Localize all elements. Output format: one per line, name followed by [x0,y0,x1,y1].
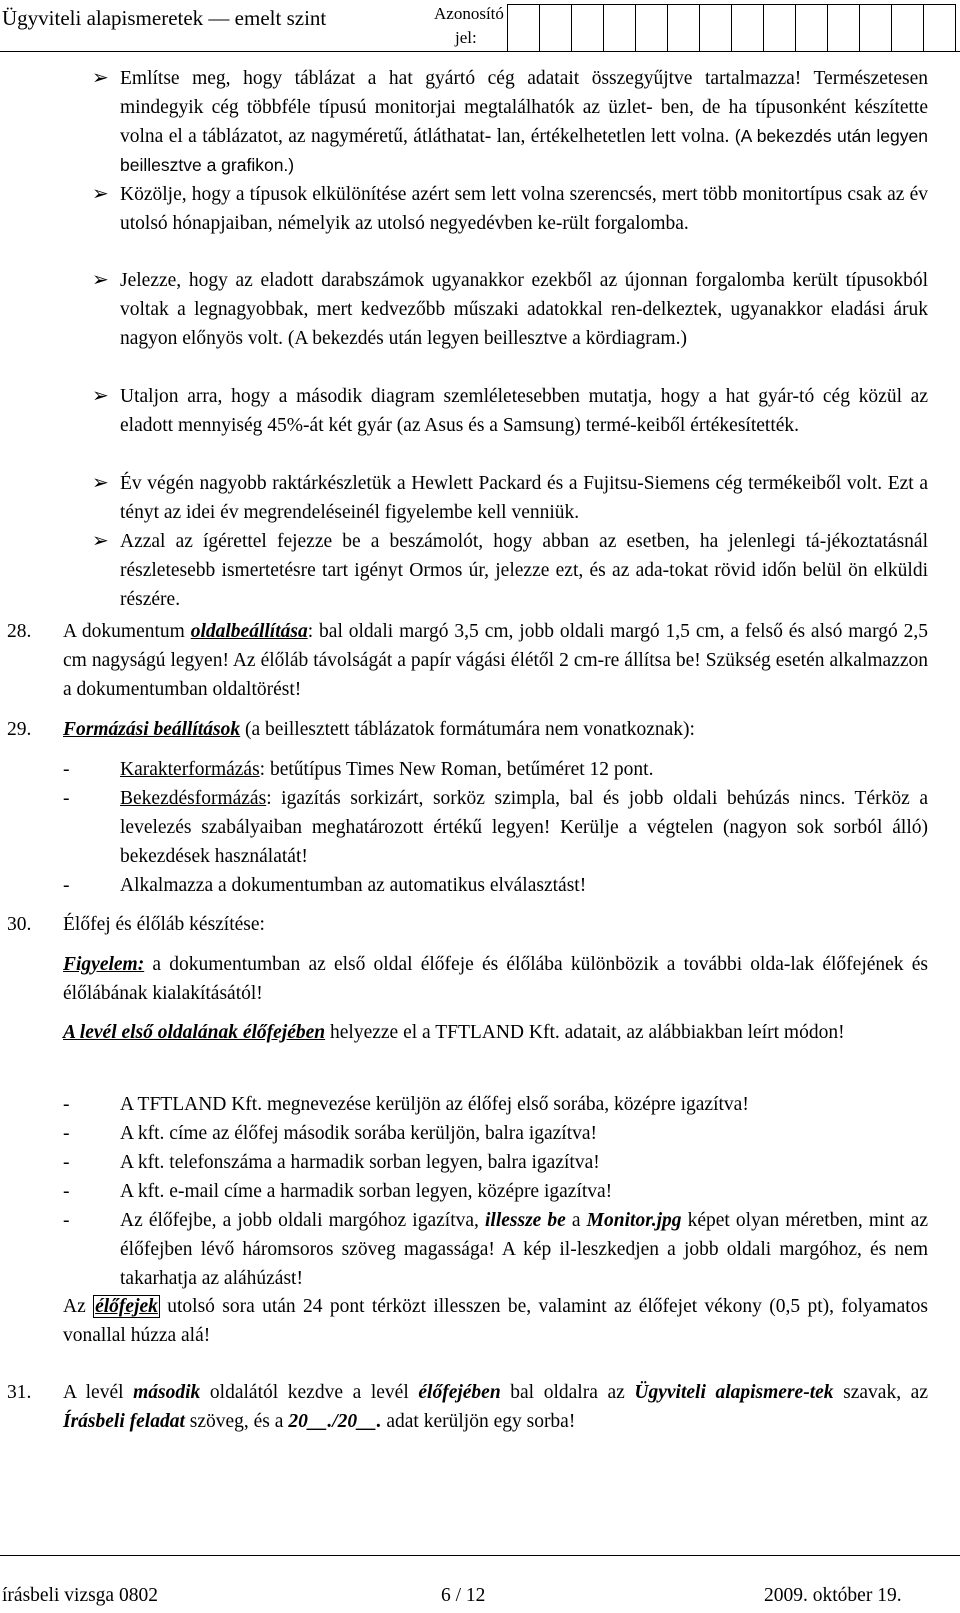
task-number-28: 28. [7,621,32,642]
task-30-item-5 [120,1206,928,1293]
t31-k: adat kerüljön egy sorba! [381,1411,576,1432]
bullet-paragraph-4: Utaljon arra, hogy a második diagram szemléletesebben mutatja, hogy a hat gyár-tó cég közül az eladott mennyiség 45%-át két gyár (az Asus és a Samsung) termé-keiből értékesítették. [120,386,928,436]
task-29-part-b: (a beillesztett táblázatok formátumára nem vonatkoznak): [240,719,695,740]
task-28-text [63,617,928,704]
id-box [859,4,892,52]
id-label-bottom: jel: [455,28,477,47]
t31-d: élőfejében [418,1382,501,1403]
id-box [603,4,636,52]
id-box [571,4,604,52]
dash-bullet: - [63,759,70,780]
id-box [507,4,540,52]
arrow-bullet-icon: ➢ [92,530,109,552]
item-5-filename: Monitor.jpg [586,1210,682,1231]
bullet-paragraph-5: Év végén nagyobb raktárkészletük a Hewlett Packard és a Fujitsu-Siemens cég termékeiből volt. Ezt a tényt az idei év megrendeléseinél figyelembe kell venniük. [120,473,928,523]
arrow-bullet-icon: ➢ [92,472,109,494]
dash-bullet: - [63,1210,70,1231]
footer-left: írásbeli vizsga 0802 [2,1585,158,1606]
last-a: Az [63,1296,94,1317]
task-29-text [63,715,928,744]
footer-rule [0,1555,960,1556]
task-29-item-2-key: Bekezdésformázás [120,788,267,809]
bullet-1-line-2: Természetesen mindegyik cég többféle típusú monitorjai megtalálhatók az üzlet- [120,68,928,118]
id-box [667,4,700,52]
header-title: Ügyviteli alapismeretek — emelt szint [2,6,327,30]
task-31-text [63,1378,928,1436]
task-28-part-c: : bal oldali margó 3,5 cm, jobb oldali margó 1,5 cm, a felső és alsó margó 2,5 cm nagyságú legyen! Az élőláb távolságát a papír vágási élétől 2 cm-re állítsa be! Szükség esetén alkalmazzon a dokumentumban oldaltörést! [63,621,928,700]
task-30-title: Élőfej és élőláb készítése: [63,914,265,935]
t31-c: oldalától kezdve a levél [200,1382,419,1403]
task-30-item-3: A kft. telefonszáma a harmadik sorban legyen, balra igazítva! [120,1152,600,1173]
last-c: utolsó sora után 24 pont térközt illesszen be, valamint az élőfejet vékony (0,5 pt), folyamatos vonallal húzza alá! [63,1296,928,1346]
bullet-paragraph-6: Azzal az ígérettel fejezze be a beszámolót, hogy abban az esetben, ha jelenlegi tá-jékoztatásnál részletesebb ismertetésre tart igényt Ormos úr, jelezze ezt, és az ada-tokat rövid időn belül ön elküldi részére. [120,531,928,610]
id-boxes [508,4,956,52]
arrow-bullet-icon: ➢ [92,67,109,89]
t31-a: A levél [63,1382,134,1403]
t31-e: bal oldalra az [500,1382,635,1403]
t31-g: szavak, az [833,1382,928,1403]
id-label-top: Azonosító [434,4,504,23]
task-30-last [63,1292,928,1350]
id-box [699,4,732,52]
item-5-b: illessze be [485,1210,566,1231]
task-29-item-1-rest: : betűtípus Times New Roman, betűméret 12 pont. [259,759,654,780]
task-28-keyword: oldalbeállítása [190,621,308,642]
id-box [827,4,860,52]
header-rule [0,51,960,52]
id-box [731,4,764,52]
task-29-item-3: Alkalmazza a dokumentumban az automatikus elválasztást! [120,875,587,896]
id-box [891,4,924,52]
task-30-first-page [63,1018,928,1047]
t31-b: második [133,1382,201,1403]
warning-label: Figyelem: [63,954,145,975]
id-box [763,4,796,52]
dash-bullet: - [63,1123,70,1144]
t31-i: szöveg, és a [184,1411,289,1432]
item-5-e: képet olyan méretben, mint az élőfejben lévő háromsoros szöveg magassága! A kép il-leszkedjen a jobb oldali margóhoz, és nem takarhatja az aláhúzást! [120,1210,928,1289]
task-number-29: 29. [7,719,32,740]
bullet-1-line-1: Említse meg, hogy táblázat a hat gyártó cég adatait összegyűjtve tartalmazza! [120,68,802,89]
arrow-bullet-icon: ➢ [92,183,109,205]
task-29-item-1-key: Karakterformázás [120,759,260,780]
task-number-31: 31. [7,1382,32,1403]
item-5-c: a [565,1210,587,1231]
dash-bullet: - [63,788,70,809]
task-30-item-1: A TFTLAND Kft. megnevezése kerüljön az élőfej első sorába, középre igazítva! [120,1094,749,1115]
first-page-header-label: A levél első oldalának élőfejében [63,1022,326,1043]
t31-h: Írásbeli feladat [63,1411,185,1432]
footer-page: 6 / 12 [441,1585,486,1606]
t31-f: Ügyviteli alapismere-tek [634,1382,834,1403]
bullet-1-line-4: lan, értékelhetetlen lett volna. [496,126,730,147]
task-number-30: 30. [7,914,32,935]
bullet-paragraph-2: Közölje, hogy a típusok elkülönítése azért sem lett volna szerencsés, mert több monitortípus csak az év utolsó hónapjaiban, némelyik az utolsó negyedévben ke-rült forgalomba. [120,184,928,234]
task-29-item-2 [120,784,928,871]
first-page-header-text: helyezze el a TFTLAND Kft. adatait, az alábbiakban leírt módon! [325,1022,845,1043]
task-29-keyword: Formázási beállítások [63,719,241,740]
id-box [795,4,828,52]
task-28-part-a: A dokumentum [63,621,191,642]
id-box [923,4,956,52]
arrow-bullet-icon: ➢ [92,385,109,407]
task-30-item-2: A kft. címe az élőfej második sorába kerüljön, balra igazítva! [120,1123,598,1144]
bullet-paragraph-3: Jelezze, hogy az eladott darabszámok ugyanakkor ezekből az újonnan forgalomba került típusokból voltak a legnagyobbak, mert kedvezőbb műszaki adatokkal ren-delkeztek, ugyanakkor eladási áruk nagyon előnyös volt. (A bekezdés után legyen beillesztve a kördiagram.) [120,270,928,349]
bullet-paragraph-1 [120,64,928,180]
id-box [635,4,668,52]
task-30-warning [63,950,928,1008]
last-keyword: élőfejek [95,1296,158,1317]
id-box [539,4,572,52]
dash-bullet: - [63,1152,70,1173]
t31-j: 20__./20__. [288,1411,382,1432]
dash-bullet: - [63,1181,70,1202]
task-29-item-2-rest: : igazítás sorkizárt, sorköz szimpla, bal és jobb oldali behúzás nincs. Térköz a levelezés szabályaiban meghatározott értékű legyen! Kerülje a végtelen (nagyon sok sorból álló) bekezdések használatát! [120,788,928,867]
dash-bullet: - [63,1094,70,1115]
bullet-1-sans-note: (A bekezdés után legyen beillesztve a grafikon.) [120,126,928,175]
bullet-1-line-3: ben, de ha típusonként készítette volna el a táblázatot, az nagyméretű, átláthatat- [120,97,929,147]
item-5-a: Az élőfejbe, a jobb oldali margóhoz igazítva, [120,1210,485,1231]
task-30-item-4: A kft. e-mail címe a harmadik sorban legyen, középre igazítva! [120,1181,613,1202]
warning-text: a dokumentumban az első oldal élőfeje és élőlába különbözik a további olda-lak élőfejének és élőlábának kialakításától! [63,954,928,1004]
dash-bullet: - [63,875,70,896]
page-header [0,0,960,60]
task-29-item-1 [120,755,928,784]
footer-date: 2009. október 19. [764,1585,902,1606]
arrow-bullet-icon: ➢ [92,269,109,291]
